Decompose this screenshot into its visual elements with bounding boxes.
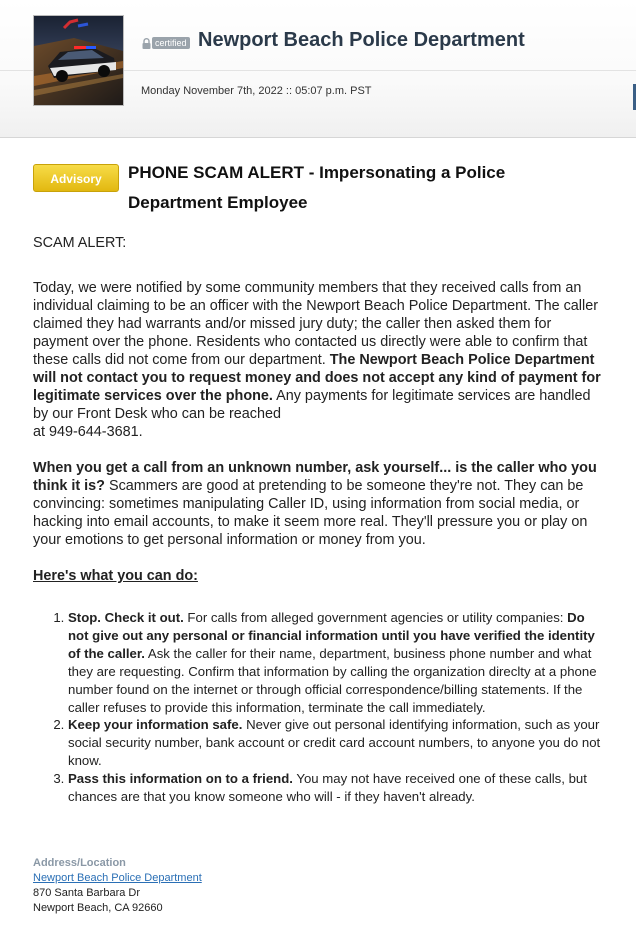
step-title: Keep your information safe. (68, 717, 243, 733)
address-label: Address/Location (33, 857, 126, 869)
what-you-can-do-heading: Here's what you can do: (33, 568, 198, 584)
warning-text: Scammers are good at pretending to be someone they're not. They can be convincing: sometimes manipulating Caller ID, using information from social media, or hacking into email accounts, to make it seem more real. They'll pressure you or play on your emotions to get personal information or money from you. (33, 478, 588, 548)
alert-body (33, 234, 607, 806)
step-text: You may not have received one of these calls, but chances are that you know someone who will - if they haven't already. (68, 771, 587, 805)
intro-bold-text: The Newport Beach Police Department will not contact you to request money and does not accept any kind of payment for legitimate services over the phone. (33, 352, 601, 404)
certified-badge (142, 37, 194, 49)
step-text: Ask the caller for their name, department, business phone number and what they are requesting. Confirm that information by calling the organization direclty at a phone number found on the internet or through official correspondence/billing statements. If the caller refuses to provide this information, terminate the call immediately. (68, 645, 597, 715)
address-city: Newport Beach, CA 92660 (33, 902, 163, 914)
intro-text: Today, we were notified by some community members that they received calls from an individual claiming to be an officer with the Newport Beach Police Department. The caller claimed they had warrants and/or missed jury duty; the caller then asked them for payment over the phone. Residents who contacted us directly were able to confirm that these calls did not come from our department. (33, 280, 598, 368)
address-block (33, 856, 202, 916)
agency-name-link[interactable]: Newport Beach Police Department (198, 29, 525, 51)
warning-bold-text: When you get a call from an unknown number, ask yourself... is the caller who you think it is? (33, 460, 597, 494)
list-item (68, 716, 607, 770)
address-agency-link[interactable]: Newport Beach Police Department (33, 872, 202, 884)
intro-paragraph (33, 279, 607, 441)
police-car-image (34, 16, 123, 105)
lock-icon (142, 38, 151, 49)
address-street: 870 Santa Barbara Dr (33, 887, 141, 899)
post-date: Monday November 7th, 2022 :: 05:07 p.m. PST (141, 85, 372, 97)
step-text: Never give out personal identifying information, such as your social security number, bank account or credit card account numbers, to anyone you do not know. (68, 717, 601, 769)
intro-text-2: Any payments for legitimate services are handled by our Front Desk who can be reached (33, 388, 591, 422)
step-title: Pass this information on to a friend. (68, 771, 293, 787)
front-desk-phone: at 949-644-3681. (33, 424, 143, 440)
warning-paragraph (33, 459, 607, 549)
step-bold-text: Do not give out any personal or financial information until you have verified the identity of the caller. (68, 610, 595, 661)
certified-label: certified (152, 37, 190, 49)
step-title: Stop. Check it out. (68, 610, 184, 625)
list-item (68, 609, 607, 716)
list-item (68, 770, 607, 806)
step-text: For calls from alleged government agencies or utility companies: (183, 610, 568, 625)
advisory-badge: Advisory (33, 164, 119, 192)
alert-title: PHONE SCAM ALERT - Impersonating a Police Department Employee (128, 163, 506, 212)
tips-list (33, 609, 607, 806)
scam-alert-label: SCAM ALERT: (33, 235, 127, 251)
agency-logo-police-car[interactable] (33, 15, 124, 106)
